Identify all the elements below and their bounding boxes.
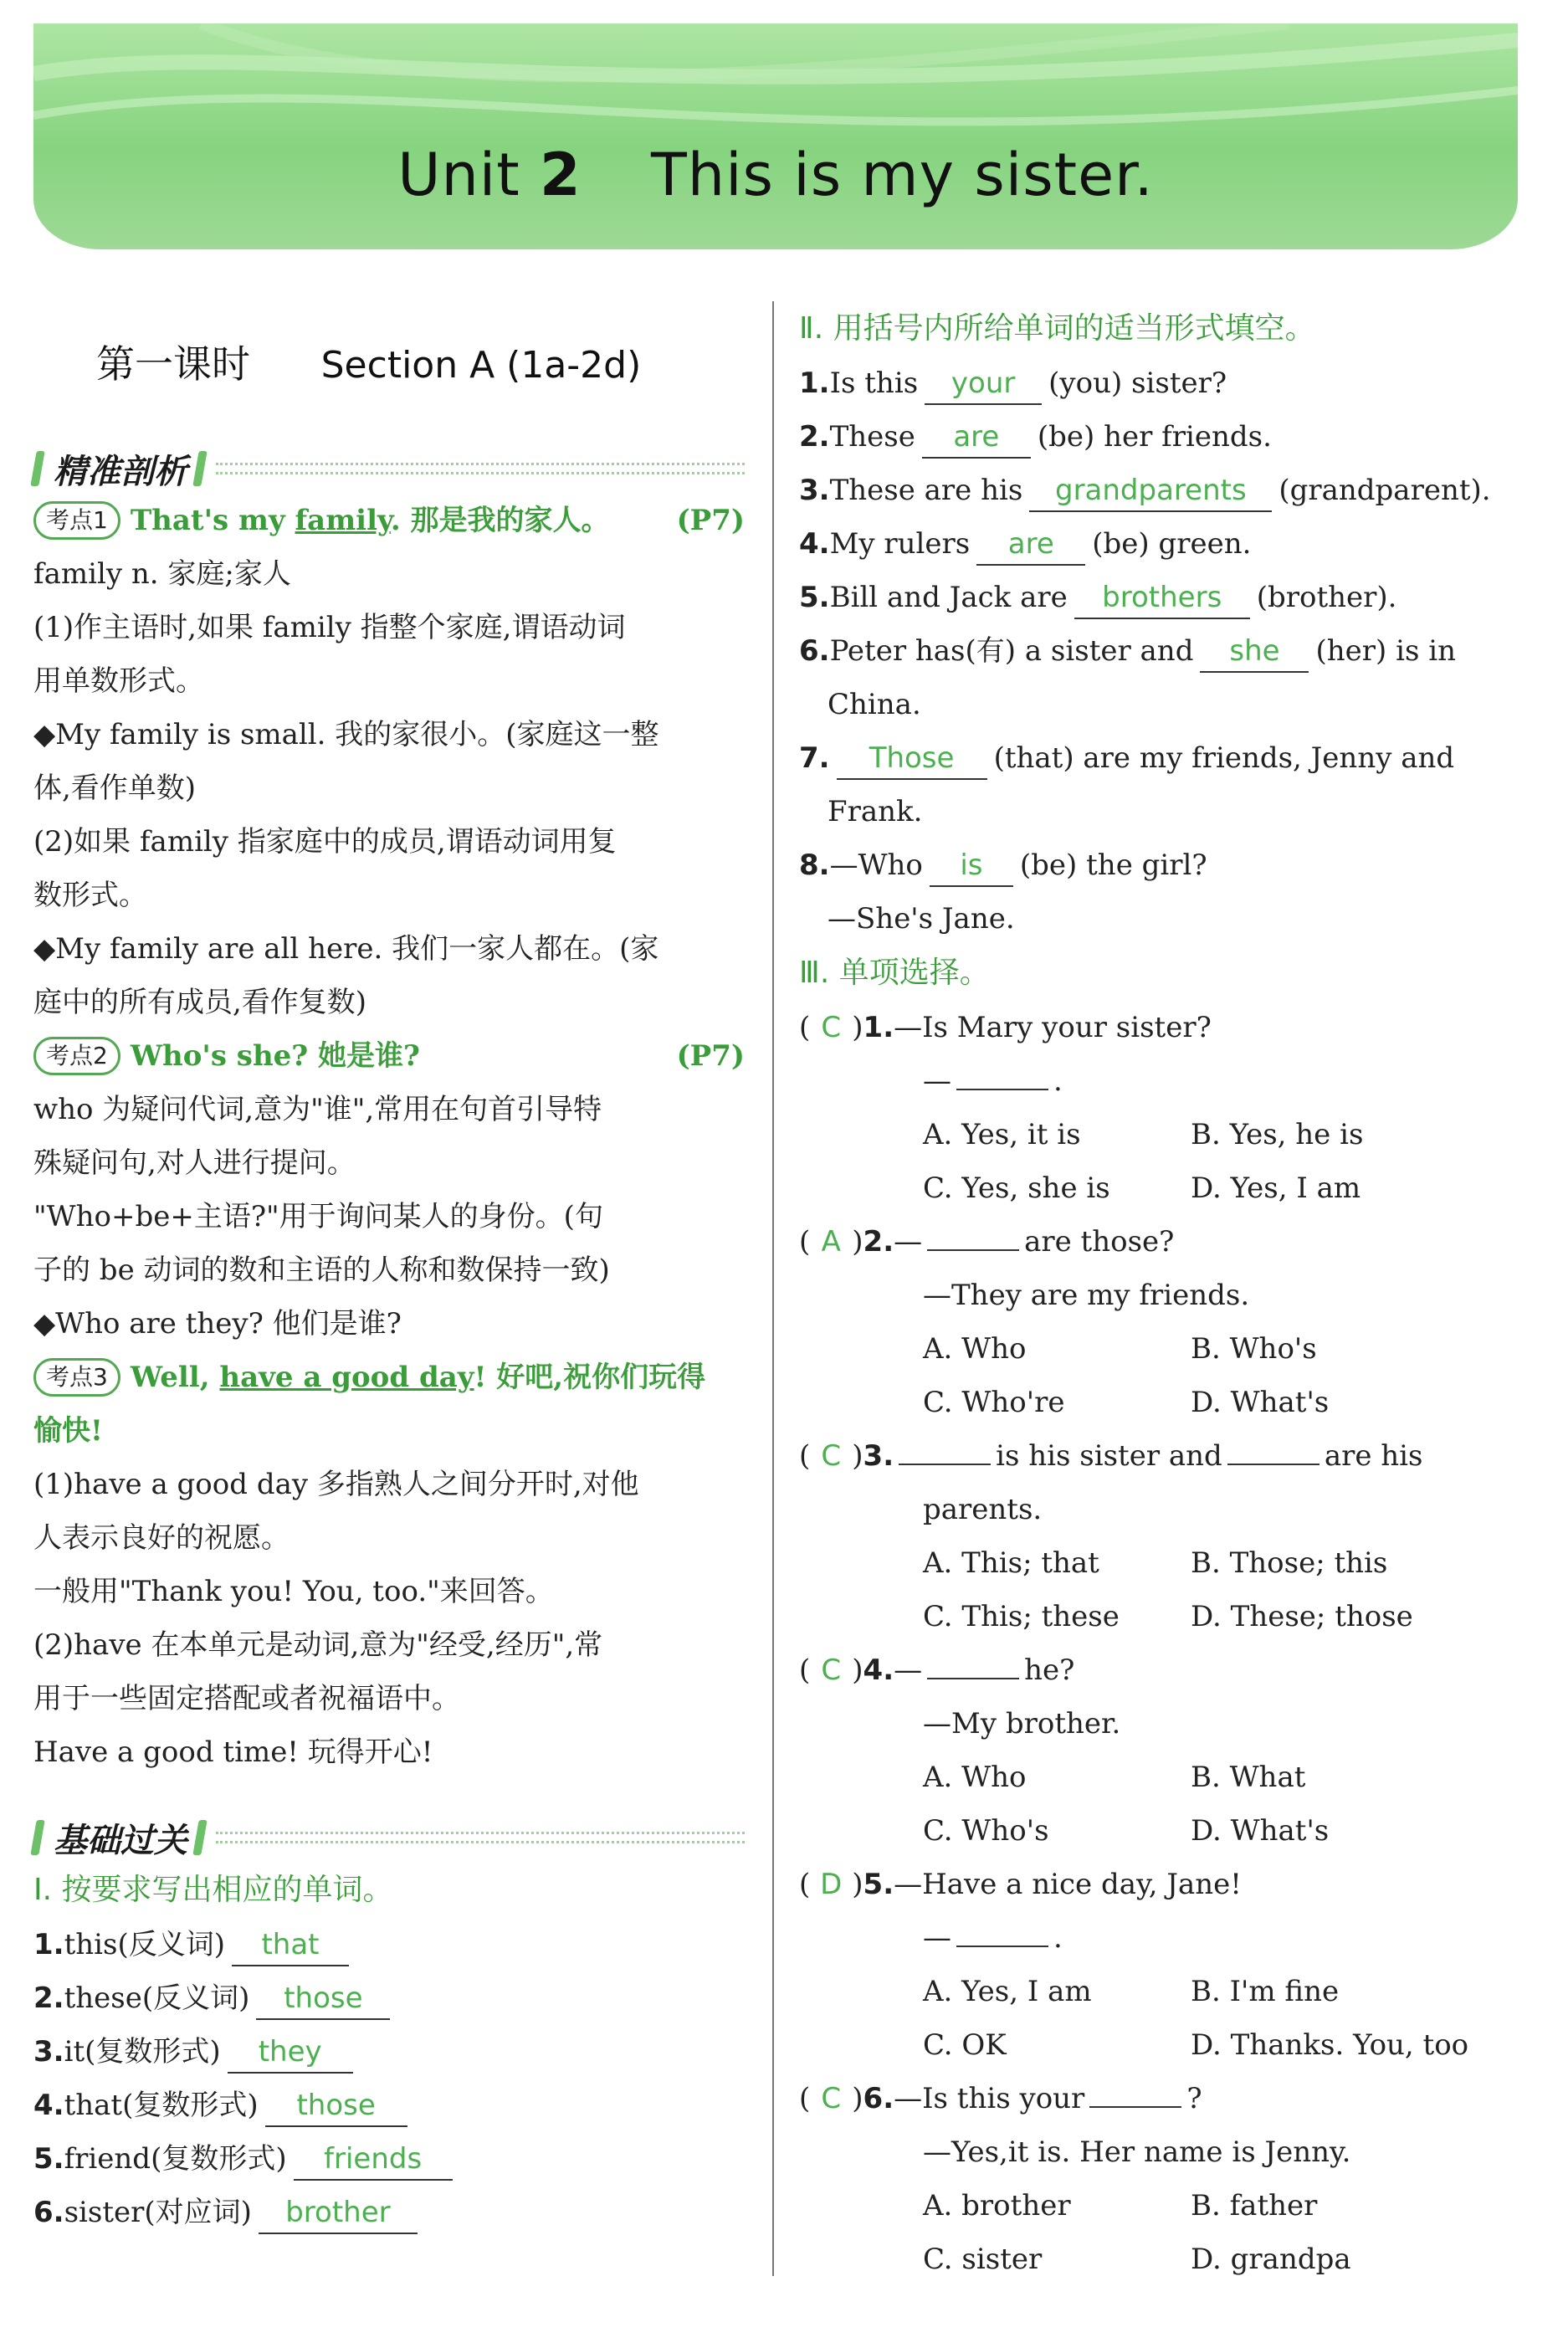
analysis-heading-text: 精准剖析: [54, 452, 187, 491]
part1-item: [33, 2025, 745, 2079]
item-text: (be) the girl?: [1019, 848, 1207, 882]
key-point-1: [33, 494, 745, 547]
blank-line: [927, 1216, 1019, 1251]
item-prompt: that(复数形式): [64, 2089, 259, 2122]
kp-text-part: Well,: [130, 1361, 220, 1394]
right-column: [799, 301, 1519, 2286]
mc-options: [923, 1108, 1519, 1215]
reply-text: —Yes,it is. Her name is Jenny.: [923, 2135, 1351, 2169]
item-number: 3.: [33, 2035, 64, 2069]
kp1-notes: [33, 547, 745, 1029]
item-number: 3.: [863, 1439, 894, 1473]
part1-item: [33, 2132, 745, 2186]
note-line: 用于一些固定搭配或者祝福语中。: [33, 1682, 460, 1715]
item-text: (you) sister?: [1048, 367, 1227, 400]
answer-blank: that: [232, 1925, 349, 1966]
answer-blank: friends: [294, 2139, 453, 2181]
item-number: 5.: [863, 1868, 894, 1901]
option: C. Yes, she is: [923, 1171, 1110, 1205]
mc-options: [923, 1536, 1519, 1643]
note-line: 体,看作单数): [33, 772, 197, 805]
mc-answer: A: [821, 1225, 841, 1259]
note-line: ◆Who are they? 他们是谁?: [33, 1307, 402, 1341]
unit-title: [33, 141, 1518, 209]
item-text: These are his: [829, 474, 1023, 507]
part1-title: Ⅰ. 按要求写出相应的单词。: [33, 1873, 393, 1907]
kp-text-part: ! 好吧,祝你们玩得: [474, 1361, 706, 1394]
part2-item: [799, 571, 1519, 624]
kp-text-underlined: family: [295, 504, 391, 537]
answer-blank: brother: [259, 2192, 418, 2234]
part1-item: [33, 2186, 745, 2239]
key-point-badge: 考点2: [33, 1037, 120, 1075]
blank-line: [1227, 1430, 1319, 1465]
banner-swirl-decoration: [33, 23, 1518, 249]
page-ref: (P7): [676, 1039, 745, 1073]
part2-title: Ⅱ. 用括号内所给单词的适当形式填空。: [799, 311, 1315, 346]
item-text: Peter has(有) a sister and: [829, 634, 1194, 668]
mc-answer: C: [821, 1653, 842, 1687]
part2-item: [799, 731, 1519, 785]
option: B. I'm fine: [1191, 1975, 1340, 2008]
unit-title-text: This is my sister.: [650, 141, 1154, 209]
part2-item: [799, 464, 1519, 517]
item-number: 2.: [799, 420, 830, 454]
unit-banner: [33, 23, 1518, 249]
question-text: —: [894, 1225, 923, 1259]
item-number: 1.: [799, 367, 830, 400]
heading-dotted-line: [216, 1832, 745, 1843]
option: C. Who's: [923, 1814, 1049, 1848]
kp2-notes: [33, 1083, 745, 1351]
option: C. This; these: [923, 1600, 1120, 1633]
part1-item: [33, 2079, 745, 2132]
item-text: My rulers: [829, 527, 971, 561]
mc-options: [923, 1751, 1519, 1858]
question-text: is his sister and: [996, 1439, 1222, 1473]
mc-answer: C: [821, 2082, 842, 2115]
mc-question-5: ( D )5.—Have a nice day, Jane!: [799, 1858, 1519, 1911]
item-text-cont: —She's Jane.: [828, 902, 1015, 936]
item-text-cont: Frank.: [828, 795, 923, 828]
item-prompt: it(复数形式): [64, 2035, 221, 2069]
item-text: These: [829, 420, 915, 454]
item-text-cont: China.: [828, 688, 921, 721]
question-text: —Is Mary your sister?: [894, 1011, 1212, 1044]
unit-number: 2: [539, 141, 582, 209]
key-point-badge: 考点1: [33, 501, 120, 540]
item-number: 1.: [863, 1011, 894, 1044]
key-point-badge: 考点3: [33, 1358, 120, 1397]
part2-item: [799, 356, 1519, 410]
mc-question-2: ( A )2.— are those?: [799, 1215, 1519, 1269]
heading-bar-left: [30, 1820, 44, 1855]
item-number: 7.: [799, 741, 830, 775]
note-line: 子的 be 动词的数和主语的人称和数保持一致): [33, 1253, 610, 1287]
item-number: 4.: [799, 527, 830, 561]
basics-heading: [33, 1812, 745, 1863]
mc-options: [923, 2179, 1519, 2286]
option: B. Yes, he is: [1191, 1118, 1364, 1151]
item-number: 8.: [799, 848, 830, 882]
option: D. These; those: [1191, 1600, 1413, 1633]
blank-line: [899, 1430, 991, 1465]
answer-blank: is: [930, 845, 1013, 887]
mc-answer: C: [821, 1011, 842, 1044]
heading-bar-left: [30, 451, 44, 486]
question-text: —Is this your: [894, 2082, 1085, 2115]
analysis-heading: [33, 443, 745, 494]
blank-line: [927, 1644, 1019, 1679]
key-point-text-cont: 愉快!: [33, 1414, 103, 1448]
question-text: —: [894, 1653, 923, 1687]
note-line: (1)作主语时,如果 family 指整个家庭,谓语动词: [33, 611, 626, 644]
lesson-section: Section A (1a-2d): [320, 344, 642, 387]
item-text: (be) her friends.: [1037, 420, 1272, 454]
note-line: ◆My family are all here. 我们一家人都在。(家: [33, 932, 659, 966]
answer-blank: those: [265, 2085, 407, 2127]
note-line: "Who+be+主语?"用于询问某人的身份。(句: [33, 1200, 603, 1233]
item-prompt: this(反义词): [64, 1928, 225, 1961]
note-line: who 为疑问代词,意为"谁",常用在句首引导特: [33, 1093, 602, 1126]
blank-line: [1089, 2073, 1181, 2108]
answer-blank: are: [922, 417, 1031, 459]
option: B. father: [1191, 2189, 1318, 2222]
mc-question-6: ( C )6.—Is this your ?: [799, 2072, 1519, 2125]
key-point-2: [33, 1029, 745, 1083]
option: D. What's: [1191, 1386, 1330, 1419]
lesson-title: 第一课时: [96, 341, 250, 387]
option: C. sister: [923, 2243, 1043, 2276]
option: A. Yes, it is: [923, 1118, 1081, 1151]
note-line: family n. 家庭;家人: [33, 557, 291, 591]
mc-reply: [923, 1911, 1519, 1965]
left-column: [33, 326, 745, 2239]
option: D. Thanks. You, too: [1191, 2028, 1469, 2062]
item-text: (her) is in: [1315, 634, 1456, 668]
part2-item: [799, 517, 1519, 571]
page-ref: (P7): [676, 504, 745, 537]
option: B. Who's: [1191, 1332, 1317, 1366]
item-number: 6.: [863, 2082, 894, 2115]
option: D. Yes, I am: [1191, 1171, 1361, 1205]
item-number: 2.: [33, 1981, 64, 2015]
part1-items: [33, 1918, 745, 2239]
part2-item: [799, 410, 1519, 464]
mc-question-3: ( C )3. is his sister and are his: [799, 1429, 1519, 1483]
part3-title: Ⅲ. 单项选择。: [799, 956, 990, 990]
mc-options: [923, 1965, 1519, 2072]
note-line: (2)have 在本单元是动词,意为"经受,经历",常: [33, 1628, 603, 1662]
mc-answer: C: [821, 1439, 842, 1473]
note-line: 庭中的所有成员,看作复数): [33, 986, 367, 1019]
item-prompt: sister(对应词): [64, 2196, 252, 2229]
note-line: (1)have a good day 多指熟人之间分开时,对他: [33, 1468, 639, 1501]
note-line: Have a good time! 玩得开心!: [33, 1735, 433, 1769]
question-text-cont: parents.: [923, 1493, 1043, 1526]
mc-reply: [923, 1054, 1519, 1108]
kp-text-underlined: have a good day: [219, 1361, 474, 1394]
answer-blank: those: [256, 1978, 390, 2020]
question-text: are those?: [1024, 1225, 1175, 1259]
item-number: 4.: [33, 2089, 64, 2122]
item-prompt: these(反义词): [64, 1981, 250, 2015]
answer-blank: brothers: [1074, 577, 1250, 619]
item-text: (that) are my friends, Jenny and: [993, 741, 1455, 775]
option: A. This; that: [923, 1546, 1099, 1580]
mc-options: [923, 1322, 1519, 1429]
reply-text: —They are my friends.: [923, 1279, 1250, 1312]
key-point-3: [33, 1351, 745, 1404]
answer-blank: they: [228, 2032, 353, 2074]
heading-dotted-line: [216, 463, 745, 474]
kp3-notes: [33, 1458, 745, 1779]
reply-text: .: [1053, 1064, 1063, 1098]
option: C. OK: [923, 2028, 1007, 2062]
item-number: 5.: [33, 2142, 64, 2176]
item-number: 1.: [33, 1928, 64, 1961]
question-text: he?: [1024, 1653, 1075, 1687]
item-text: Bill and Jack are: [829, 581, 1068, 614]
reply-text: —: [923, 1064, 951, 1098]
part2-item: [799, 624, 1519, 678]
item-text: Is this: [829, 367, 919, 400]
item-prompt: friend(复数形式): [64, 2142, 287, 2176]
part1-item: [33, 1971, 745, 2025]
note-line: 数形式。: [33, 879, 147, 912]
item-number: 4.: [863, 1653, 894, 1687]
option: B. What: [1191, 1761, 1306, 1794]
heading-bar-right: [192, 1820, 207, 1855]
mc-question-1: ( C )1.—Is Mary your sister?: [799, 1001, 1519, 1054]
mc-answer: D: [820, 1868, 843, 1901]
key-point-text: [131, 1351, 745, 1404]
option: A. brother: [923, 2189, 1071, 2222]
kp-text-part: . 那是我的家人。: [390, 504, 610, 537]
answer-blank: your: [925, 363, 1042, 405]
item-text: (be) green.: [1092, 527, 1252, 561]
option: D. What's: [1191, 1814, 1330, 1848]
question-text: are his: [1324, 1439, 1423, 1473]
mc-question-4: ( C )4.— he?: [799, 1643, 1519, 1697]
item-text: (brother).: [1256, 581, 1397, 614]
key-point-text: Who's she? 她是谁?: [130, 1039, 420, 1073]
question-text: —Have a nice day, Jane!: [894, 1868, 1242, 1901]
reply-text: —My brother.: [923, 1707, 1121, 1740]
part2-item: [799, 838, 1519, 892]
column-divider: [772, 301, 774, 2276]
reply-text: .: [1053, 1921, 1063, 1955]
note-line: 人表示良好的祝愿。: [33, 1521, 290, 1555]
note-line: ◆My family is small. 我的家很小。(家庭这一整: [33, 718, 659, 751]
basics-heading-text: 基础过关: [54, 1821, 187, 1860]
blank-line: [956, 1055, 1048, 1090]
note-line: 一般用"Thank you! You, too."来回答。: [33, 1575, 554, 1608]
answer-blank: are: [976, 524, 1085, 566]
question-text: ?: [1186, 2082, 1202, 2115]
part1-item: [33, 1918, 745, 1971]
blank-line: [956, 1912, 1048, 1947]
kp-text-part: That's my: [130, 504, 295, 537]
heading-bar-right: [192, 451, 207, 486]
option: C. Who're: [923, 1386, 1065, 1419]
item-number: 6.: [799, 634, 830, 668]
item-number: 3.: [799, 474, 830, 507]
unit-label: Unit: [397, 141, 520, 209]
option: A. Who: [923, 1332, 1027, 1366]
answer-blank: grandparents: [1029, 470, 1272, 512]
note-line: (2)如果 family 指家庭中的成员,谓语动词用复: [33, 825, 617, 859]
answer-blank: Those: [837, 738, 987, 780]
item-number: 5.: [799, 581, 830, 614]
option: A. Who: [923, 1761, 1027, 1794]
item-text: (grandparent).: [1278, 474, 1491, 507]
note-line: 殊疑问句,对人进行提问。: [33, 1146, 356, 1180]
option: A. Yes, I am: [923, 1975, 1092, 2008]
option: D. grandpa: [1191, 2243, 1351, 2276]
key-point-text: [131, 494, 677, 547]
note-line: 用单数形式。: [33, 664, 204, 698]
option: B. Those; this: [1191, 1546, 1388, 1580]
item-number: 6.: [33, 2196, 64, 2229]
item-number: 2.: [863, 1225, 894, 1259]
item-text: —Who: [829, 848, 923, 882]
lesson-heading: [96, 326, 745, 402]
reply-text: —: [923, 1921, 951, 1955]
answer-blank: she: [1200, 631, 1309, 673]
